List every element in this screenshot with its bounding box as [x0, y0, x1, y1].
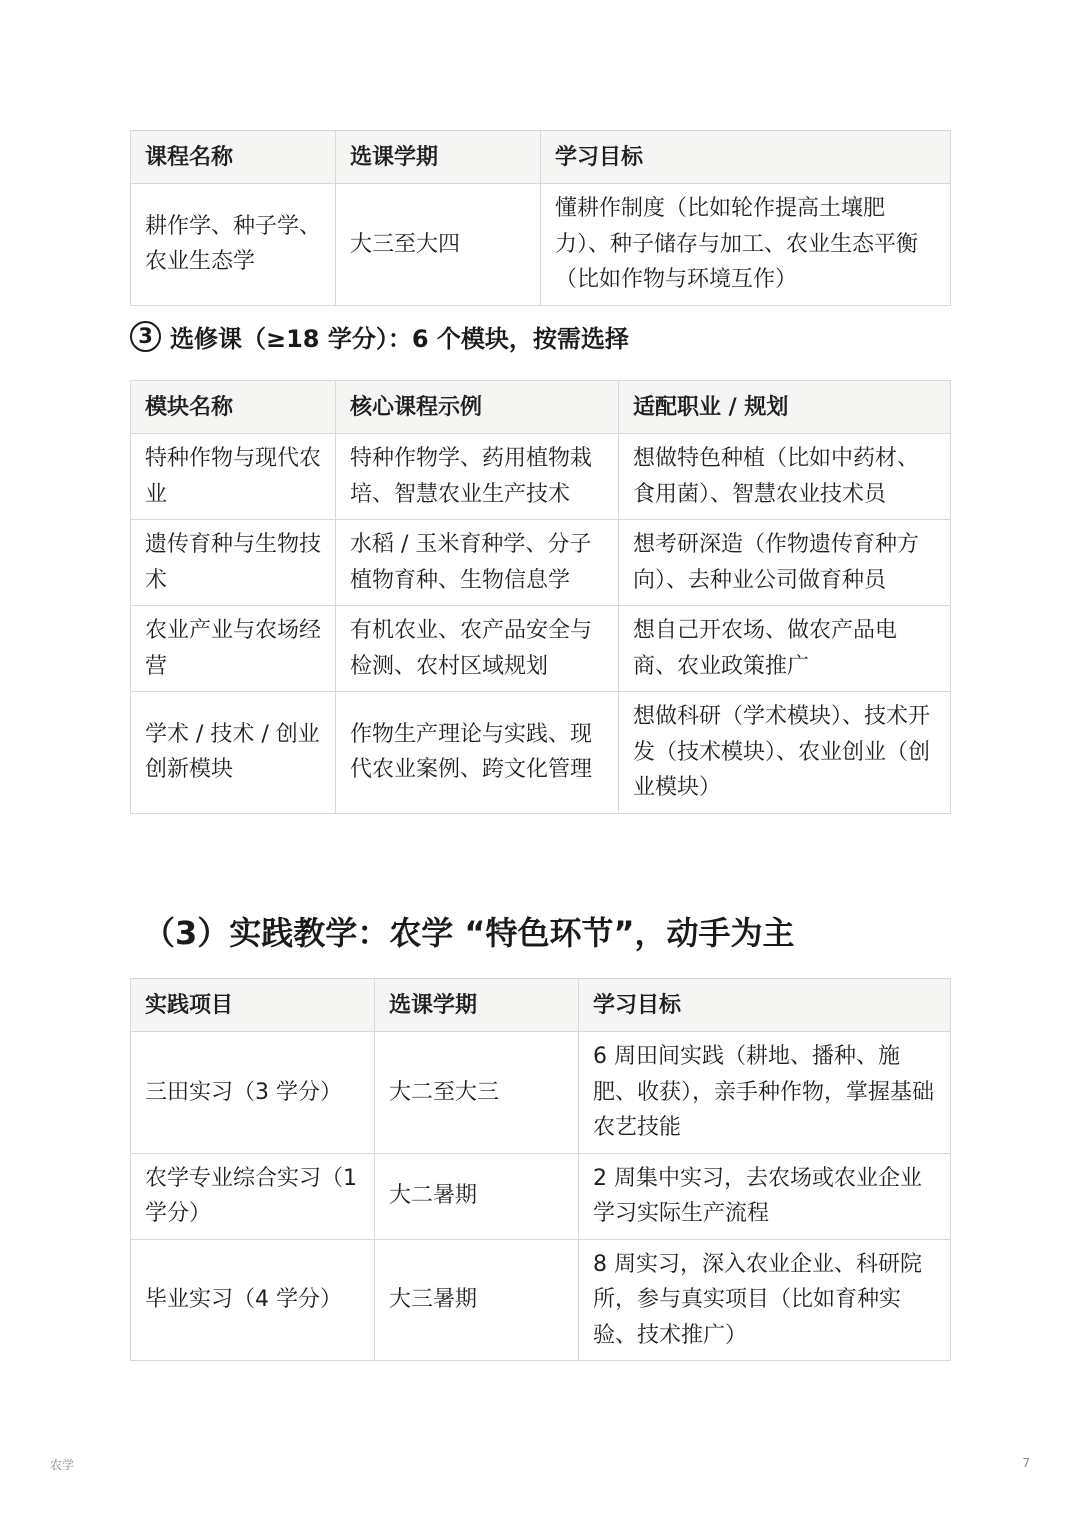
cell-core-courses: 特种作物学、药用植物栽培、智慧农业生产技术 [336, 434, 619, 520]
header-semester: 选课学期 [375, 979, 579, 1032]
practice-table [130, 978, 951, 1361]
cell-core-courses: 有机农业、农产品安全与检测、农村区域规划 [336, 606, 619, 692]
cell-core-courses: 作物生产理论与实践、现代农业案例、跨文化管理 [336, 692, 619, 814]
circled-number: 3 [130, 321, 161, 352]
cell-module-name: 遗传育种与生物技术 [131, 520, 336, 606]
cell-career-plan: 想自己开农场、做农产品电商、农业政策推广 [619, 606, 951, 692]
cell-career-plan: 想考研深造（作物遗传育种方向）、去种业公司做育种员 [619, 520, 951, 606]
cell-career-plan: 想做科研（学术模块）、技术开发（技术模块）、农业创业（创业模块） [619, 692, 951, 814]
header-learning-goal: 学习目标 [579, 979, 951, 1032]
header-core-courses: 核心课程示例 [336, 381, 619, 434]
header-semester: 选课学期 [336, 131, 541, 184]
cell-semester: 大二至大三 [375, 1032, 579, 1154]
table-row [131, 1153, 951, 1239]
cell-learning-goal: 懂耕作制度（比如轮作提高土壤肥力）、种子储存与加工、农业生态平衡（比如作物与环境互作） [541, 184, 951, 306]
header-practice-item: 实践项目 [131, 979, 375, 1032]
table-header-row [131, 979, 951, 1032]
cell-practice-item: 三田实习（3 学分） [131, 1032, 375, 1154]
cell-semester: 大三暑期 [375, 1239, 579, 1361]
table-row [131, 606, 951, 692]
table-row [131, 520, 951, 606]
cell-semester: 大二暑期 [375, 1153, 579, 1239]
header-course-name: 课程名称 [131, 131, 336, 184]
cell-learning-goal: 8 周实习，深入农业企业、科研院所，参与真实项目（比如育种实验、技术推广） [579, 1239, 951, 1361]
cell-learning-goal: 6 周田间实践（耕地、播种、施肥、收获），亲手种作物，掌握基础农艺技能 [579, 1032, 951, 1154]
table-row [131, 434, 951, 520]
page-number: 7 [1022, 1456, 1030, 1470]
elective-title: 选修课（≥18 学分）：6 个模块，按需选择 [170, 324, 629, 353]
table-row [131, 692, 951, 814]
table-row [131, 1032, 951, 1154]
table-row [131, 1239, 951, 1361]
footer-label: 农学 [50, 1458, 75, 1472]
table-header-row [131, 131, 951, 184]
cell-semester: 大三至大四 [336, 184, 541, 306]
cell-course-name: 耕作学、种子学、农业生态学 [131, 184, 336, 306]
cell-learning-goal: 2 周集中实习，去农场或农业企业学习实际生产流程 [579, 1153, 951, 1239]
cell-career-plan: 想做特色种植（比如中药材、食用菌）、智慧农业技术员 [619, 434, 951, 520]
elective-heading [130, 314, 629, 358]
table-header-row [131, 381, 951, 434]
cell-practice-item: 农学专业综合实习（1 学分） [131, 1153, 375, 1239]
header-module-name: 模块名称 [131, 381, 336, 434]
course-table [130, 130, 951, 306]
header-learning-goal: 学习目标 [541, 131, 951, 184]
practice-heading: （3）实践教学：农学 “特色环节”，动手为主 [143, 914, 795, 952]
cell-module-name: 特种作物与现代农业 [131, 434, 336, 520]
table-row [131, 184, 951, 306]
header-career-plan: 适配职业 / 规划 [619, 381, 951, 434]
cell-core-courses: 水稻 / 玉米育种学、分子植物育种、生物信息学 [336, 520, 619, 606]
cell-practice-item: 毕业实习（4 学分） [131, 1239, 375, 1361]
cell-module-name: 学术 / 技术 / 创业创新模块 [131, 692, 336, 814]
elective-module-table [130, 380, 951, 814]
cell-module-name: 农业产业与农场经营 [131, 606, 336, 692]
